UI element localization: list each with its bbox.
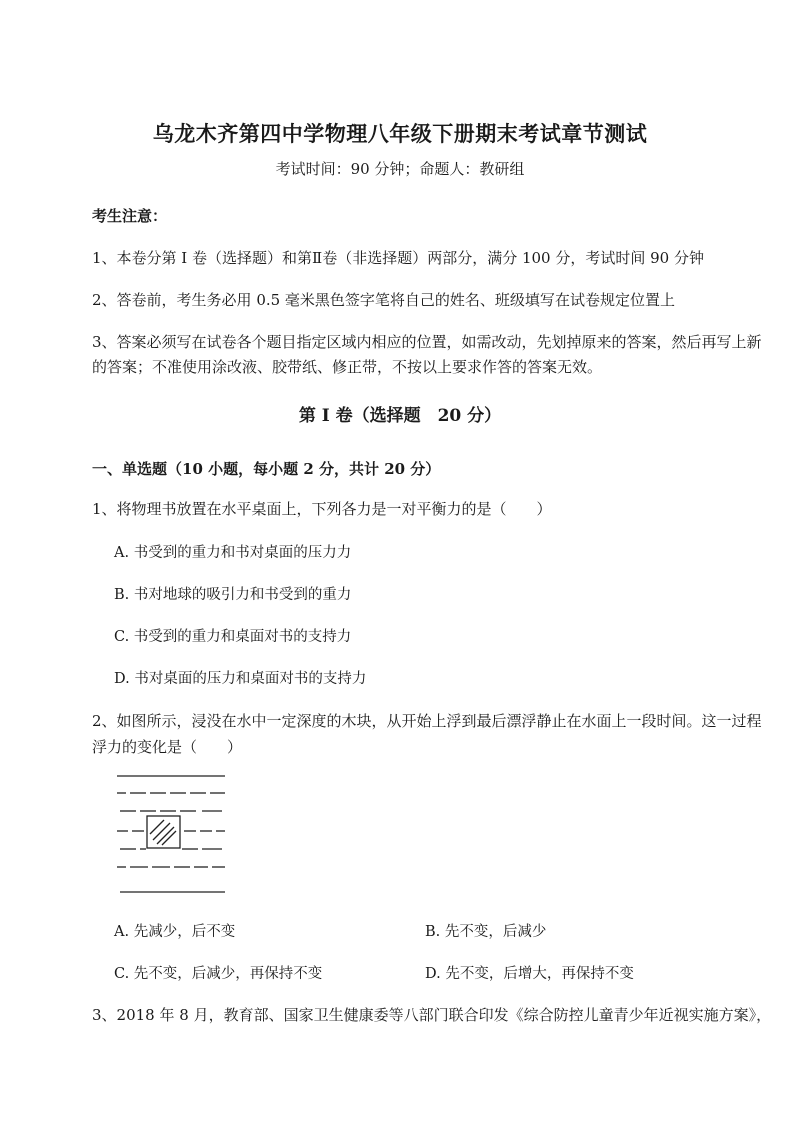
option-b: B. 书对地球的吸引力和书受到的重力 [114,587,352,603]
notice-item: 的答案；不准使用涂改液、胶带纸、修正带，不按以上要求作答的答案无效。 [92,358,603,376]
part-heading: 一、单选题（10 小题，每小题 2 分，共计 20 分） [92,460,441,478]
page-title: 乌龙木齐第四中学物理八年级下册期末考试章节测试 [152,121,648,146]
option-c: C. 先不变，后减少，再保持不变 [114,966,323,982]
question-stem: 1、将物理书放置在水平桌面上，下列各力是一对平衡力的是（ ） [92,500,552,518]
option-d: D. 先不变，后增大，再保持不变 [425,966,634,982]
question-stem: 浮力的变化是（ ） [92,738,243,756]
notice-item: 2、答卷前，考生务必用 0.5 毫米黑色签字笔将自己的姓名、班级填写在试卷规定位置上 [92,291,675,309]
question-stem: 3、2018 年 8 月，教育部、国家卫生健康委等八部门联合印发《综合防控儿童青少年近视实施方案》， [92,1006,772,1024]
section-title: 第 I 卷（选择题 20 分） [298,406,502,426]
option-a: A. 先减少，后不变 [114,924,236,940]
exam-info: 考试时间：90 分钟；命题人：教研组 [275,160,525,178]
option-c: C. 书受到的重力和桌面对书的支持力 [114,629,352,645]
notice-item: 3、答案必须写在试卷各个题目指定区域内相应的位置，如需改动，先划掉原来的答案，然后再写上新 [92,333,762,351]
notice-heading: 考生注意： [92,207,168,225]
question-stem: 2、如图所示，浸没在水中一定深度的木块，从开始上浮到最后漂浮静止在水面上一段时间。这一过程 [92,712,762,730]
option-d: D. 书对桌面的压力和桌面对书的支持力 [114,671,367,687]
option-b: B. 先不变，后减少 [425,924,547,940]
water-block-figure [112,766,232,898]
notice-item: 1、本卷分第 I 卷（选择题）和第Ⅱ卷（非选择题）两部分，满分 100 分，考试时间 90 分钟 [92,249,704,267]
option-a: A. 书受到的重力和书对桌面的压力力 [114,545,352,561]
